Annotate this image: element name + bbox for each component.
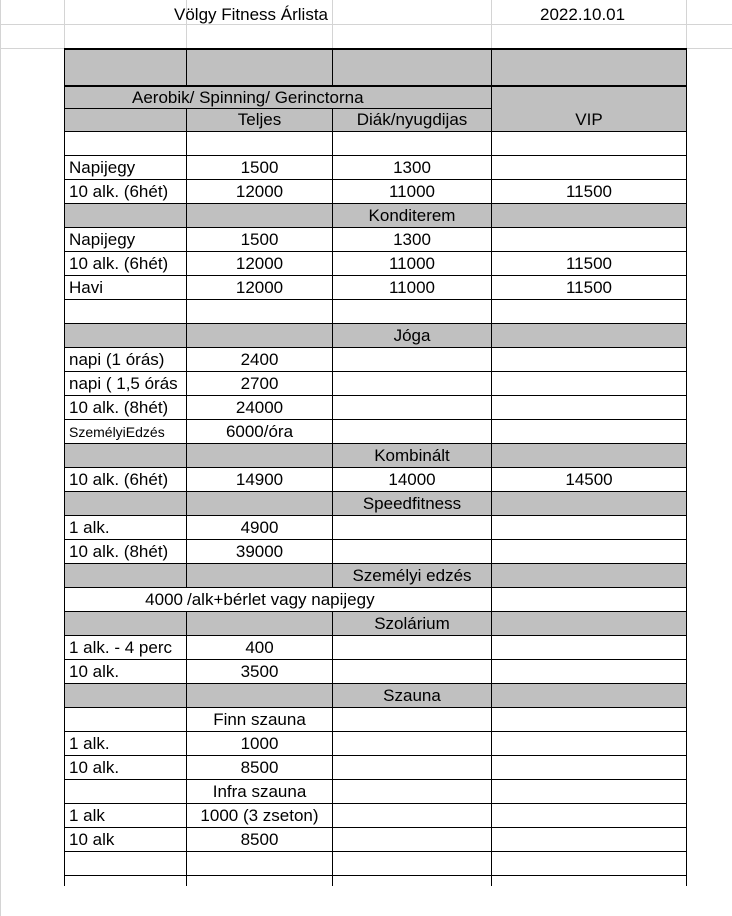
column-header-student[interactable]: Diák/nyugdijas	[333, 108, 492, 132]
table-cell[interactable]	[492, 708, 687, 732]
table-row	[64, 708, 687, 732]
table-cell[interactable]	[187, 684, 333, 708]
table-cell[interactable]	[187, 300, 333, 324]
row-label[interactable]: Havi	[64, 276, 187, 300]
row-label[interactable]: 10 alk.	[64, 756, 187, 780]
table-cell[interactable]	[64, 300, 187, 324]
table-row	[64, 756, 687, 780]
price-full[interactable]: 8500	[187, 756, 333, 780]
table-cell[interactable]	[492, 540, 687, 564]
table-cell[interactable]	[492, 348, 687, 372]
price-full[interactable]: 2400	[187, 348, 333, 372]
price-vip[interactable]	[492, 156, 687, 180]
price-full[interactable]: 12000	[187, 180, 333, 204]
table-cell[interactable]	[187, 564, 333, 588]
price-full[interactable]: 400	[187, 636, 333, 660]
price-full[interactable]: 1500	[187, 228, 333, 252]
table-row	[64, 108, 687, 132]
table-row	[64, 660, 687, 684]
table-cell[interactable]	[492, 564, 687, 588]
table-row	[64, 228, 687, 252]
table-row	[64, 300, 687, 324]
table-row	[64, 876, 687, 886]
table-cell[interactable]	[492, 852, 687, 876]
table-row	[64, 204, 687, 228]
table-row	[64, 396, 687, 420]
price-student[interactable]: 14000	[333, 468, 492, 492]
table-cell[interactable]	[333, 756, 492, 780]
table-cell[interactable]	[64, 852, 187, 876]
column-header-full[interactable]: Teljes	[187, 108, 333, 132]
table-cell[interactable]	[64, 876, 187, 886]
table-cell[interactable]	[187, 324, 333, 348]
price-full[interactable]: 3500	[187, 660, 333, 684]
price-student[interactable]: 1300	[333, 228, 492, 252]
price-full[interactable]: 14900	[187, 468, 333, 492]
table-row	[64, 612, 687, 636]
row-label[interactable]: 10 alk.	[64, 660, 187, 684]
price-student[interactable]: 11000	[333, 276, 492, 300]
grid-line	[0, 48, 64, 49]
table-cell[interactable]	[333, 804, 492, 828]
price-full[interactable]: 12000	[187, 276, 333, 300]
table-cell[interactable]	[187, 444, 333, 468]
row-label[interactable]: 10 alk. (6hét)	[64, 468, 187, 492]
table-cell[interactable]	[333, 636, 492, 660]
table-row	[64, 564, 687, 588]
table-cell[interactable]	[333, 876, 492, 886]
table-cell[interactable]	[492, 492, 687, 516]
row-label[interactable]: 1 alk. - 4 perc	[64, 636, 187, 660]
table-cell[interactable]	[333, 828, 492, 852]
table-cell[interactable]	[64, 108, 187, 132]
section-heading-szemelyi[interactable]: Személyi edzés	[333, 564, 492, 588]
section-heading-joga[interactable]: Jóga	[333, 324, 492, 348]
price-student[interactable]: 1300	[333, 156, 492, 180]
personal-price[interactable]: 4000	[64, 588, 187, 612]
table-row	[64, 132, 687, 156]
table-cell[interactable]	[333, 372, 492, 396]
table-row	[64, 540, 687, 564]
table-row	[64, 636, 687, 660]
row-label[interactable]: 1 alk.	[64, 732, 187, 756]
table-row	[64, 372, 687, 396]
section-heading-speedfitness[interactable]: Speedfitness	[333, 492, 492, 516]
price-full[interactable]: 39000	[187, 540, 333, 564]
price-list-date: 2022.10.01	[540, 5, 626, 24]
table-row	[64, 828, 687, 852]
table-cell[interactable]	[492, 612, 687, 636]
table-row	[64, 180, 687, 204]
table-cell[interactable]	[492, 132, 687, 156]
table-row	[64, 684, 687, 708]
section-heading-szauna[interactable]: Szauna	[333, 684, 492, 708]
table-row	[64, 444, 687, 468]
price-full[interactable]: 8500	[187, 828, 333, 852]
price-full[interactable]: 12000	[187, 252, 333, 276]
table-cell[interactable]	[64, 50, 187, 86]
row-label[interactable]: napi ( 1,5 órás	[64, 372, 187, 396]
price-list-title: Völgy Fitness Árlista	[174, 5, 328, 24]
table-cell[interactable]	[187, 876, 333, 886]
row-label[interactable]: 10 alk	[64, 828, 187, 852]
table-cell[interactable]	[187, 852, 333, 876]
personal-note[interactable]: /alk+bérlet vagy napijegy	[187, 588, 492, 612]
table-cell[interactable]	[492, 516, 687, 540]
grid-line	[686, 48, 732, 49]
table-cell[interactable]	[492, 660, 687, 684]
table-cell[interactable]	[492, 684, 687, 708]
subheading-finn[interactable]: Finn szauna	[187, 708, 333, 732]
row-label[interactable]: 1 alk	[64, 804, 187, 828]
table-cell[interactable]	[187, 204, 333, 228]
row-label[interactable]: napi (1 órás)	[64, 348, 187, 372]
table-row	[64, 804, 687, 828]
price-vip[interactable]	[492, 228, 687, 252]
table-row	[64, 780, 687, 804]
table-cell[interactable]	[187, 50, 333, 86]
section-heading-szolarium[interactable]: Szolárium	[333, 612, 492, 636]
table-cell[interactable]	[492, 444, 687, 468]
section-heading-aerobic[interactable]: Aerobik/ Spinning/ Gerinctorna	[64, 87, 492, 109]
table-cell[interactable]	[333, 852, 492, 876]
table-row	[64, 276, 687, 300]
table-cell[interactable]	[333, 300, 492, 324]
table-cell[interactable]	[492, 732, 687, 756]
table-row	[64, 492, 687, 516]
table-row	[64, 86, 687, 109]
price-vip[interactable]: 14500	[492, 468, 687, 492]
table-row	[64, 324, 687, 348]
row-label[interactable]: 10 alk. (8hét)	[64, 396, 187, 420]
table-cell[interactable]	[492, 87, 687, 109]
price-full[interactable]: 4900	[187, 516, 333, 540]
section-heading-konditerem[interactable]: Konditerem	[333, 204, 492, 228]
table-cell[interactable]	[64, 204, 187, 228]
column-header-vip[interactable]: VIP	[492, 108, 687, 132]
price-vip[interactable]: 11500	[492, 180, 687, 204]
price-full[interactable]: 1500	[187, 156, 333, 180]
table-cell[interactable]	[492, 804, 687, 828]
subheading-infra[interactable]: Infra szauna	[187, 780, 333, 804]
table-cell[interactable]	[333, 420, 492, 444]
price-vip[interactable]: 11500	[492, 252, 687, 276]
price-full[interactable]: 24000	[187, 396, 333, 420]
price-full[interactable]: 6000/óra	[187, 420, 333, 444]
table-row	[64, 156, 687, 180]
price-student[interactable]: 11000	[333, 252, 492, 276]
table-cell[interactable]	[333, 516, 492, 540]
table-row	[64, 48, 687, 86]
table-cell[interactable]	[64, 780, 187, 804]
table-cell[interactable]	[333, 396, 492, 420]
table-cell[interactable]	[64, 684, 187, 708]
row-label[interactable]: 10 alk. (8hét)	[64, 540, 187, 564]
price-full[interactable]: 1000	[187, 732, 333, 756]
table-cell[interactable]	[492, 396, 687, 420]
table-row	[64, 348, 687, 372]
table-row	[64, 252, 687, 276]
price-full[interactable]: 1000 (3 zseton)	[187, 804, 333, 828]
table-cell[interactable]	[333, 732, 492, 756]
table-cell[interactable]	[64, 492, 187, 516]
table-cell[interactable]	[187, 492, 333, 516]
table-cell[interactable]	[492, 204, 687, 228]
table-cell[interactable]	[333, 348, 492, 372]
table-row	[64, 516, 687, 540]
row-label[interactable]: 1 alk.	[64, 516, 187, 540]
table-cell[interactable]	[492, 636, 687, 660]
section-heading-kombinalt[interactable]: Kombinált	[333, 444, 492, 468]
price-student[interactable]: 11000	[333, 180, 492, 204]
table-row	[64, 468, 687, 492]
row-label[interactable]: SzemélyiEdzés	[64, 420, 187, 444]
table-cell[interactable]	[64, 708, 187, 732]
table-cell[interactable]	[492, 780, 687, 804]
table-cell[interactable]	[64, 324, 187, 348]
table-row	[64, 852, 687, 876]
table-cell[interactable]	[333, 540, 492, 564]
table-cell[interactable]	[492, 876, 687, 886]
row-label[interactable]: Napijegy	[64, 156, 187, 180]
table-cell[interactable]	[333, 708, 492, 732]
table-cell[interactable]	[333, 50, 492, 86]
price-full[interactable]: 2700	[187, 372, 333, 396]
grid-line	[0, 0, 1, 916]
row-label[interactable]: Napijegy	[64, 228, 187, 252]
table-cell[interactable]	[492, 50, 687, 86]
table-row	[64, 732, 687, 756]
table-cell[interactable]	[492, 372, 687, 396]
row-label[interactable]: 10 alk. (6hét)	[64, 252, 187, 276]
row-label[interactable]: 10 alk. (6hét)	[64, 180, 187, 204]
table-cell[interactable]	[64, 132, 187, 156]
table-cell[interactable]	[333, 660, 492, 684]
table-cell[interactable]	[64, 444, 187, 468]
table-cell[interactable]	[492, 300, 687, 324]
table-cell[interactable]	[333, 132, 492, 156]
table-cell[interactable]	[492, 324, 687, 348]
table-cell[interactable]	[64, 612, 187, 636]
table-row	[64, 588, 687, 612]
table-cell[interactable]	[64, 564, 187, 588]
table-cell[interactable]	[492, 756, 687, 780]
table-cell[interactable]	[187, 132, 333, 156]
table-cell[interactable]	[333, 780, 492, 804]
table-cell[interactable]	[492, 588, 687, 612]
table-cell[interactable]	[492, 420, 687, 444]
table-row	[64, 420, 687, 444]
table-cell[interactable]	[492, 828, 687, 852]
table-cell[interactable]	[187, 612, 333, 636]
price-vip[interactable]: 11500	[492, 276, 687, 300]
